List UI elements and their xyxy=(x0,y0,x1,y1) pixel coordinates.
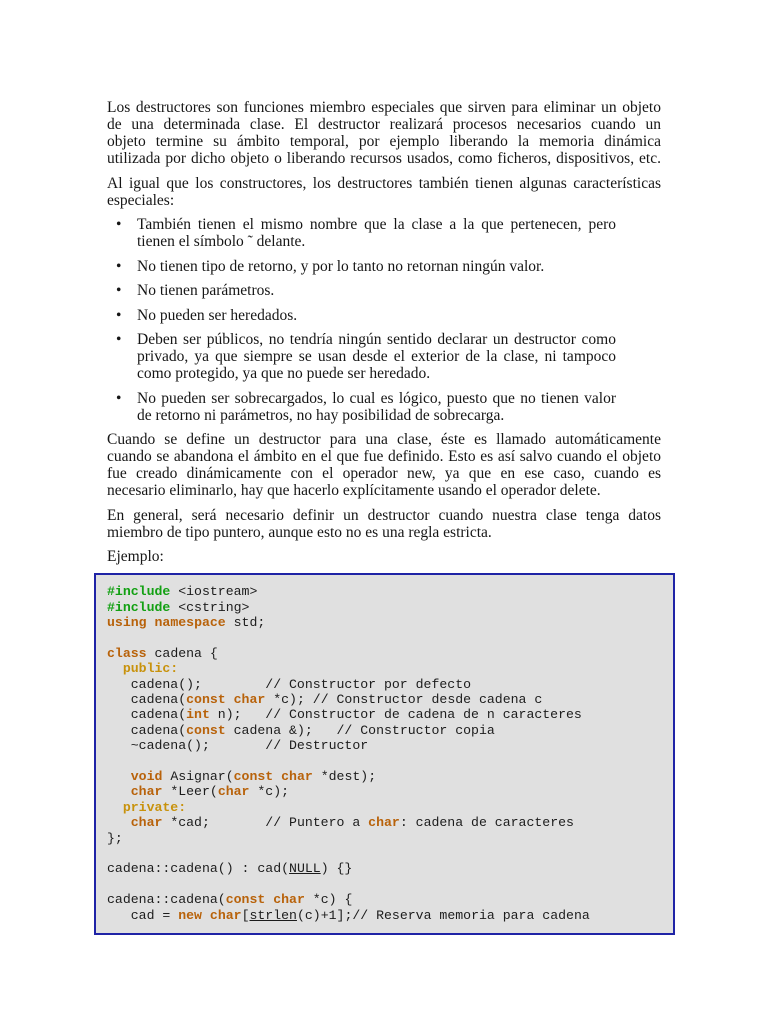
list-item xyxy=(107,307,616,324)
code-line xyxy=(107,815,662,830)
code-text: cadena( xyxy=(107,707,187,723)
text-line: cuando se abandona el ámbito en el que fue definido. Esto es así salvo cuando el objeto xyxy=(107,448,661,465)
text-line: No tienen parámetros. xyxy=(137,282,275,299)
code-line xyxy=(107,707,662,722)
keyword: int xyxy=(186,707,210,723)
code-text: <iostream> xyxy=(170,584,258,600)
bullet-marker: • xyxy=(116,331,122,348)
code-listing xyxy=(107,584,662,923)
code-line xyxy=(107,846,662,861)
code-text: std; xyxy=(225,615,266,631)
code-block xyxy=(94,573,675,935)
code-text xyxy=(107,815,131,830)
bullet-marker: • xyxy=(116,282,122,299)
keyword: char xyxy=(233,692,266,708)
code-text: cadena::cadena( xyxy=(107,892,226,908)
code-line xyxy=(107,646,662,661)
keyword: char xyxy=(368,815,400,831)
code-text: *c) { xyxy=(304,892,353,908)
code-text: <cstring> xyxy=(170,599,250,615)
features-intro-paragraph xyxy=(107,175,661,209)
text-line: También tienen el mismo nombre que la clase a la que pertenecen, pero xyxy=(137,216,616,233)
text-line: privado, ya que siempre se usan desde el exterior de la clase, ni tampoco xyxy=(137,348,616,365)
code-line xyxy=(107,861,662,876)
text-line: objeto termine su ámbito temporal, por ejemplo liberando la memoria dinámica xyxy=(107,133,661,150)
code-text: cadena &); // Constructor copia xyxy=(225,722,495,738)
text-line: No pueden ser heredados. xyxy=(137,306,298,324)
example-label: Ejemplo: xyxy=(107,548,164,565)
code-line xyxy=(107,615,662,630)
code-text xyxy=(107,784,131,799)
code-text xyxy=(147,615,155,630)
code-line xyxy=(107,784,662,799)
code-line xyxy=(107,630,662,645)
intro-paragraph xyxy=(107,99,661,167)
keyword: namespace xyxy=(154,615,226,631)
text-line: Los destructores son funciones miembro especiales que sirven para eliminar un objeto xyxy=(107,99,661,116)
bullet-marker: • xyxy=(116,216,122,233)
code-text: *cad; // Puntero a xyxy=(162,815,369,831)
code-text xyxy=(107,769,131,784)
list-item xyxy=(107,216,616,250)
access-specifier: public: xyxy=(122,661,179,677)
code-link[interactable]: strlen xyxy=(249,907,297,923)
code-text: }; xyxy=(107,830,123,846)
text-line: de una determinada clase. El destructor realizará procesos necesarios cuando un xyxy=(107,116,661,133)
code-line xyxy=(107,877,662,892)
text-line: miembro de tipo puntero, aunque esto no es una regla estricta. xyxy=(107,523,492,541)
keyword: char xyxy=(273,892,305,908)
code-text: cadena(); // Constructor por defecto xyxy=(107,676,472,692)
text-line: Deben ser públicos, no tendría ningún sentido declarar un destructor como xyxy=(137,331,616,348)
code-text: *c); // Constructor desde cadena c xyxy=(265,692,543,708)
code-link[interactable]: NULL xyxy=(289,861,321,877)
keyword: class xyxy=(107,645,147,661)
keyword: char xyxy=(217,784,250,800)
access-specifier: private: xyxy=(122,799,187,815)
text-line: tienen el símbolo ˜ delante. xyxy=(137,233,306,250)
code-text: [ xyxy=(241,907,250,923)
code-line xyxy=(107,754,662,769)
code-text xyxy=(273,769,281,784)
keyword: char xyxy=(130,784,163,800)
code-text: Asignar( xyxy=(162,768,234,784)
list-item xyxy=(107,331,616,382)
code-line xyxy=(107,892,662,907)
code-text: : cadena de caracteres xyxy=(399,815,574,831)
code-text xyxy=(107,661,123,676)
destructor-features-list xyxy=(107,216,661,424)
code-text: ) {} xyxy=(320,861,353,877)
list-item xyxy=(107,282,616,299)
keyword: char xyxy=(209,907,242,923)
code-line xyxy=(107,692,662,707)
bullet-marker: • xyxy=(116,306,122,324)
code-text: *dest); xyxy=(312,768,377,784)
code-line xyxy=(107,677,662,692)
document-body xyxy=(107,99,661,573)
code-line xyxy=(107,723,662,738)
text-line: En general, será necesario definir un destructor cuando nuestra clase tenga datos xyxy=(107,506,661,524)
code-text: (c)+1];// Reserva memoria para cadena xyxy=(296,907,590,923)
text-line: especiales: xyxy=(107,191,175,209)
code-text xyxy=(226,692,234,707)
keyword: void xyxy=(130,768,163,784)
code-line xyxy=(107,769,662,784)
text-line: Cuando se define un destructor para una clase, éste es llamado automáticamente xyxy=(107,431,661,448)
keyword: new xyxy=(178,907,202,923)
code-text: n); // Constructor de cadena de n caracteres xyxy=(209,707,582,723)
keyword: char xyxy=(281,768,313,784)
text-line: No pueden ser sobrecargados, lo cual es lógico, puesto que no tienen valor xyxy=(137,389,616,407)
text-line: como protegido, ya que no puede ser heredado. xyxy=(137,365,431,382)
list-item xyxy=(107,258,616,275)
list-item xyxy=(107,390,616,424)
code-line xyxy=(107,584,662,599)
keyword: char xyxy=(130,815,163,831)
code-line xyxy=(107,908,662,923)
text-line: fue creado dinámicamente con el operador new, ya que en ese caso, cuando es xyxy=(107,465,661,482)
code-text: cadena( xyxy=(107,692,187,708)
automatic-call-paragraph xyxy=(107,431,661,499)
code-text: ~cadena(); // Destructor xyxy=(107,738,369,754)
bullet-marker: • xyxy=(116,389,122,407)
code-line xyxy=(107,600,662,615)
code-text xyxy=(202,908,210,923)
keyword: const xyxy=(233,768,274,784)
code-text: cadena::cadena() : cad( xyxy=(107,861,290,877)
code-text: cadena( xyxy=(107,722,187,738)
code-line xyxy=(107,738,662,753)
bullet-marker: • xyxy=(116,257,122,275)
code-line xyxy=(107,800,662,815)
code-text: cadena { xyxy=(146,645,218,661)
code-text: *Leer( xyxy=(162,784,218,800)
code-text: *c); xyxy=(249,784,290,800)
code-line xyxy=(107,661,662,676)
preprocessor-directive: #include xyxy=(107,584,171,600)
text-line: No tienen tipo de retorno, y por lo tanto no retornan ningún valor. xyxy=(137,257,545,275)
keyword: const xyxy=(186,692,226,708)
text-line: utilizada por dicho objeto o liberando recursos usados, como ficheros, dispositivos, etc. xyxy=(107,150,661,167)
text-line: de retorno ni parámetros, no hay posibilidad de sobrecarga. xyxy=(137,406,505,424)
code-line xyxy=(107,831,662,846)
keyword: const xyxy=(225,892,266,908)
text-line: Al igual que los constructores, los destructores también tienen algunas características xyxy=(107,174,661,192)
keyword: const xyxy=(186,722,226,738)
preprocessor-directive: #include xyxy=(107,599,171,615)
code-text: cad = xyxy=(107,907,179,923)
text-line: necesario eliminarlo, hay que hacerlo explícitamente usando el operador delete. xyxy=(107,482,601,499)
code-text xyxy=(107,800,123,815)
when-needed-paragraph xyxy=(107,507,661,541)
keyword: using xyxy=(107,615,147,631)
